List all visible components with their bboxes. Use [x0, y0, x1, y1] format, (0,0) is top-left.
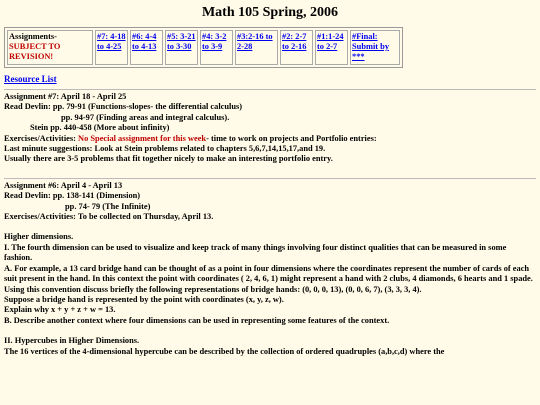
paragraph: B. Describe another context where four dimensions can be used in representing some features of the context. [4, 315, 390, 325]
assignment-6-heading: Assignment #6: April 4 - April 13 [4, 180, 123, 190]
reading-line: pp. 74- 79 (The Infinite) [65, 201, 151, 211]
nav-cell-a7 [95, 30, 128, 65]
page-title: Math 105 Spring, 2006 [201, 5, 339, 20]
assignment-7-heading: Assignment #7: April 18 - April 25 [4, 92, 127, 101]
page [4, 0, 536, 358]
nav-cell-a6 [130, 30, 163, 65]
assignment-nav-table [4, 27, 403, 68]
reading-line: Stein pp. 440-458 (More about infinity) [30, 123, 170, 133]
spacer [4, 326, 536, 336]
paragraph: Explain why x + y + z + w = 13. [4, 305, 116, 315]
divider [4, 89, 536, 90]
assignment-7-section [4, 92, 536, 165]
paragraph: I. The fourth dimension can be used to visualize and keep track of many things involving four distinct qualities that can be measured in some fashion. [4, 242, 507, 263]
exercises-label: Exercises/Activities: [4, 133, 79, 143]
divider [4, 178, 536, 179]
nav-header-cell [7, 30, 93, 65]
exercises-line: Exercises/Activities: To be collected on Thursday, April 13. [4, 212, 214, 222]
resource-list-link[interactable]: Resource List [4, 74, 57, 84]
nav-title: Assignments- [9, 32, 57, 41]
exercises-rest: - time to work on projects and Portfolio entries: [206, 133, 377, 143]
nav-cell-final [350, 30, 400, 65]
subheading: II. Hypercubes in Higher Dimensions. [4, 336, 140, 346]
spacer [4, 222, 536, 232]
nav-link-assignment-7[interactable]: #7: 4-18 to 4-25 [97, 32, 126, 51]
no-assignment-note: No Special assignment for this week [78, 133, 207, 143]
nav-cell-a2 [280, 30, 313, 65]
nav-link-final[interactable]: #Final: Submit by *** [352, 32, 390, 61]
paragraph: Suppose a bridge hand is represented by the point with coordinates (x, y, z, w). [4, 294, 284, 304]
spacer [4, 166, 536, 176]
suggestion-line: Usually there are 3-5 problems that fit together nicely to make an interesting portfolio entry. [4, 154, 333, 164]
reading-line: Read Devlin: pp. 79-91 (Functions-slopes- the differential calculus) [4, 102, 243, 112]
assignment-6-section [4, 181, 536, 357]
suggestion-line: Last minute suggestions: Look at Stein problems related to chapters 5,6,7,14,15,17,and 19. [4, 144, 326, 154]
reading-line: pp. 94-97 (Finding areas and integral calculus). [61, 112, 230, 122]
nav-cell-a4 [200, 30, 233, 65]
nav-link-assignment-3[interactable]: #3:2-16 to 2-28 [237, 32, 273, 51]
nav-link-assignment-4[interactable]: #4: 3-2 to 3-9 [202, 32, 227, 51]
nav-link-assignment-2[interactable]: #2: 2-7 to 2-16 [282, 32, 307, 51]
nav-link-assignment-5[interactable]: #5: 3-21 to 3-30 [167, 32, 196, 51]
paragraph: Using this convention discuss briefly the following representations of bridge hands: (0, 0, 0, 13), (0, 0, 6, 7), (3, 3, 3, 4). [4, 284, 422, 294]
paragraph: A. For example, a 13 card bridge hand can be thought of as a point in four dimensions where the coordinates represent the number of cards of each suit present in the hand. In this context the point with coordinates ( 2, 4, 6, 1) might represent a hand with 2 clubs, 4 diamonds, 6 hearts and 1 spade. [4, 263, 533, 284]
paragraph: The 16 vertices of the 4-dimensional hypercube can be described by the collection of ordered quadruples (a,b,c,d) where the [4, 346, 445, 356]
reading-line: Read Devlin: pp. 138-141 (Dimension) [4, 191, 141, 201]
nav-link-assignment-6[interactable]: #6: 4-4 to 4-13 [132, 32, 157, 51]
nav-link-assignment-1[interactable]: #1:1-24 to 2-7 [317, 32, 344, 51]
nav-cell-a5 [165, 30, 198, 65]
subheading: Higher dimensions. [4, 232, 74, 242]
revision-note: SUBJECT TO REVISION! [9, 42, 61, 61]
exercises-line [4, 134, 536, 144]
nav-cell-a1 [315, 30, 348, 65]
nav-cell-a3 [235, 30, 278, 65]
